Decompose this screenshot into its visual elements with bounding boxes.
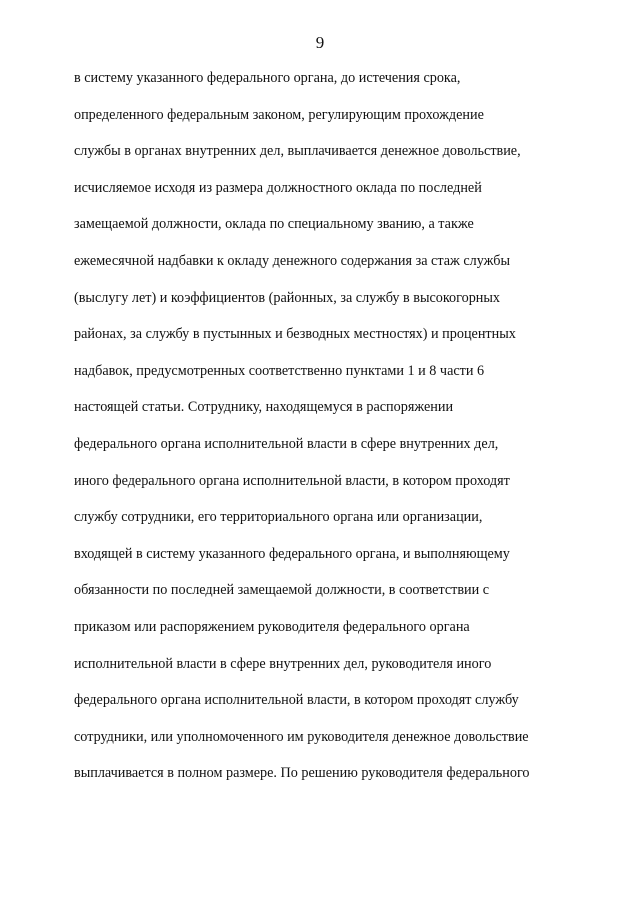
text-line: выплачивается в полном размере. По решению руководителя федерального bbox=[74, 765, 530, 782]
text-line: исчисляемое исходя из размера должностного оклада по последней bbox=[74, 179, 482, 196]
text-line: службы в органах внутренних дел, выплачивается денежное довольствие, bbox=[74, 143, 521, 160]
text-line: иного федерального органа исполнительной власти, в котором проходят bbox=[74, 472, 510, 489]
text-line: исполнительной власти в сфере внутренних дел, руководителя иного bbox=[74, 655, 492, 672]
text-line: обязанности по последней замещаемой должности, в соответствии с bbox=[74, 582, 490, 599]
text-line: федерального органа исполнительной власти, в котором проходят службу bbox=[74, 692, 519, 709]
body-paragraph bbox=[74, 66, 562, 798]
text-line: районах, за службу в пустынных и безводных местностях) и процентных bbox=[74, 326, 516, 343]
text-line: в систему указанного федерального органа, до истечения срока, bbox=[74, 70, 461, 86]
text-line: (выслугу лет) и коэффициентов (районных, за службу в высокогорных bbox=[74, 289, 501, 306]
text-line: ежемесячной надбавки к окладу денежного содержания за стаж службы bbox=[74, 252, 511, 269]
text-line: определенного федеральным законом, регулирующим прохождение bbox=[74, 106, 484, 123]
text-line: настоящей статьи. Сотруднику, находящемуся в распоряжении bbox=[74, 399, 454, 416]
text-line: замещаемой должности, оклада по специальному званию, а также bbox=[74, 216, 474, 233]
text-line: службу сотрудники, его территориального органа или организации, bbox=[74, 509, 483, 526]
page-number: 9 bbox=[315, 33, 325, 52]
text-line: приказом или распоряжением руководителя федерального органа bbox=[74, 618, 470, 635]
text-line: федерального органа исполнительной власти в сфере внутренних дел, bbox=[74, 435, 499, 452]
text-line: сотрудники, или уполномоченного им руководителя денежное довольствие bbox=[74, 728, 529, 745]
text-line: входящей в систему указанного федерального органа, и выполняющему bbox=[74, 545, 510, 562]
text-line: надбавок, предусмотренных соответственно пунктами 1 и 8 части 6 bbox=[74, 362, 485, 379]
